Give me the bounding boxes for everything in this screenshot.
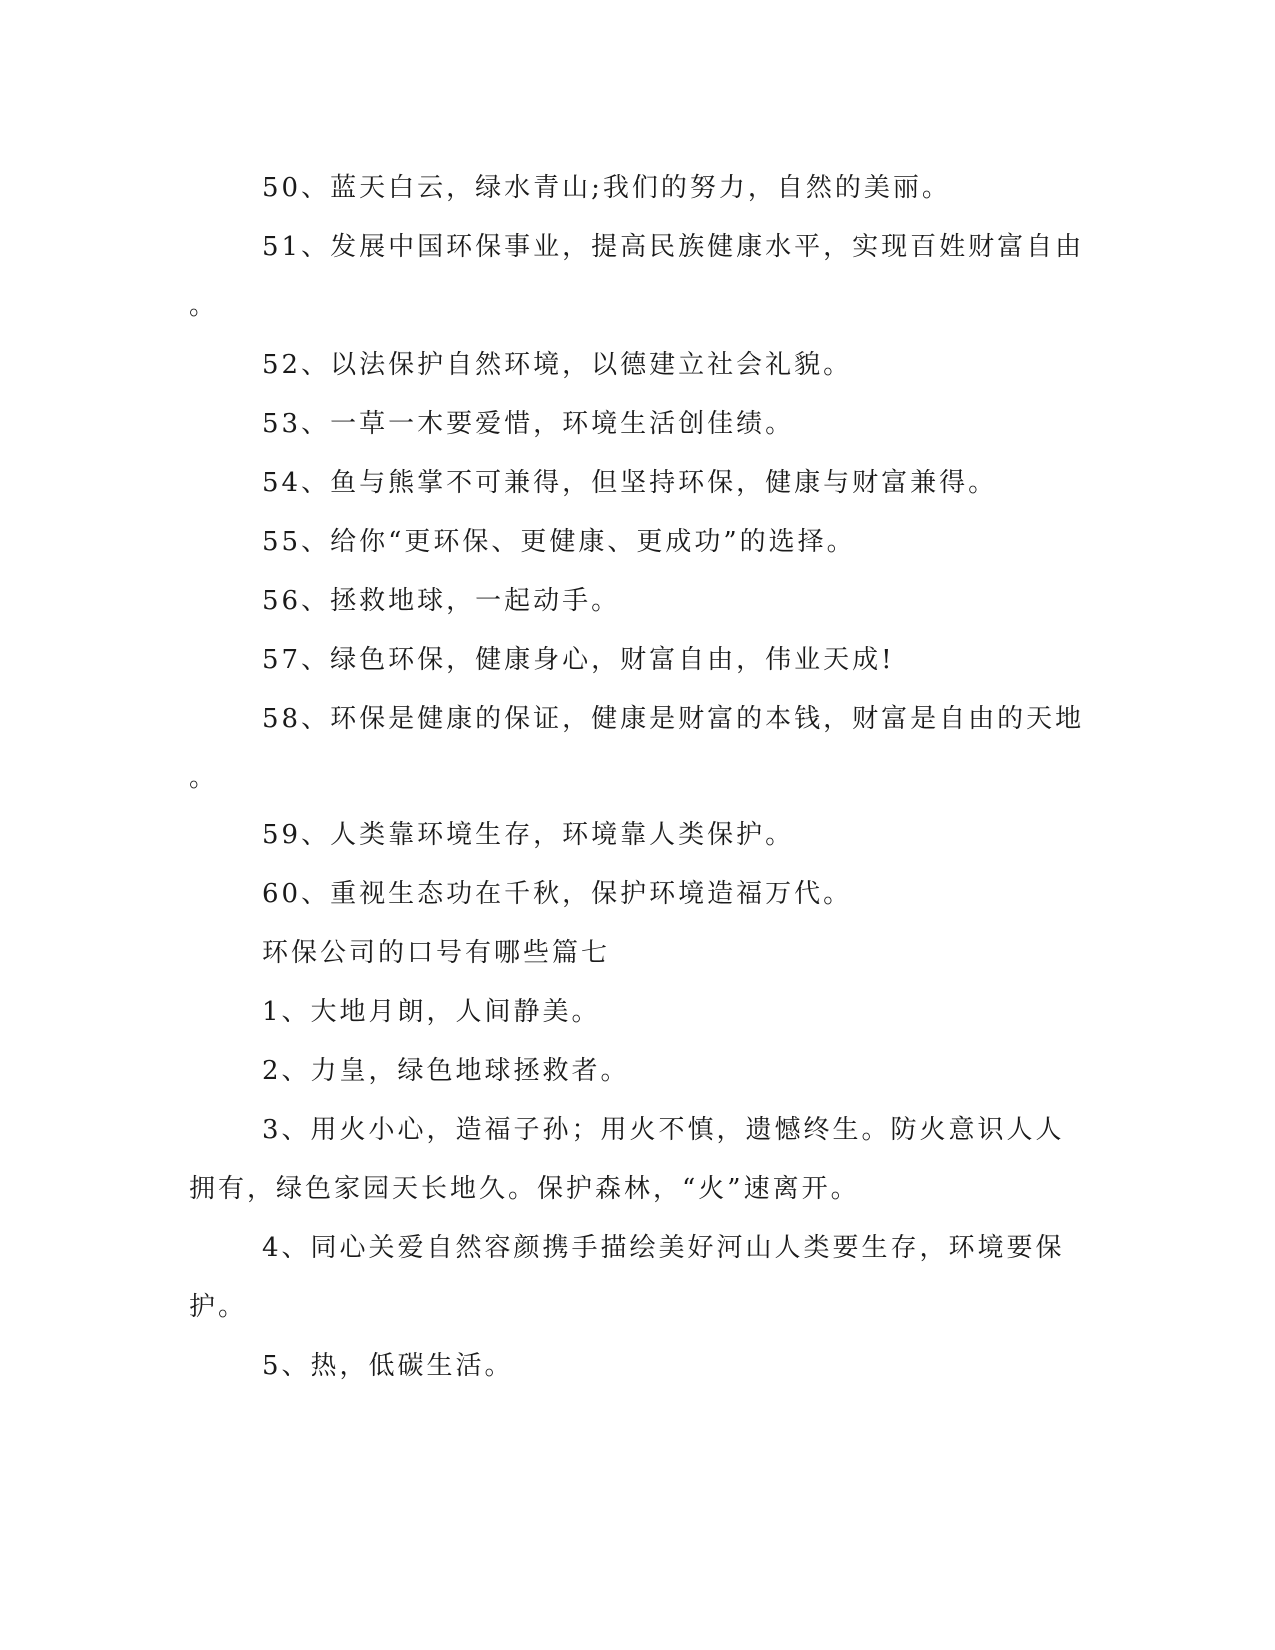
slogan-4-continuation: 护。 — [189, 1292, 248, 1322]
slogan-57: 57、绿色环保，健康身心，财富自由，伟业天成! — [262, 645, 895, 675]
slogan-5: 5、热，低碳生活。 — [262, 1351, 514, 1381]
slogan-59: 59、人类靠环境生存，环境靠人类保护。 — [262, 820, 795, 850]
slogan-56: 56、拯救地球，一起动手。 — [262, 586, 621, 616]
slogan-58-continuation: 。 — [189, 763, 219, 793]
section-heading: 环保公司的口号有哪些篇七 — [262, 938, 611, 968]
slogan-2: 2、力皇，绿色地球拯救者。 — [262, 1056, 630, 1086]
slogan-53: 53、一草一木要爱惜，环境生活创佳绩。 — [262, 409, 795, 439]
slogan-58: 58、环保是健康的保证，健康是财富的本钱，财富是自由的天地 — [262, 704, 1085, 734]
slogan-55: 55、给你“更环保、更健康、更成功”的选择。 — [262, 527, 856, 557]
slogan-52: 52、以法保护自然环境，以德建立社会礼貌。 — [262, 350, 853, 380]
slogan-3-continuation: 拥有，绿色家园天长地久。保护森林，“火”速离开。 — [189, 1174, 860, 1204]
slogan-54: 54、鱼与熊掌不可兼得，但坚持环保，健康与财富兼得。 — [262, 468, 998, 498]
slogan-51: 51、发展中国环保事业，提高民族健康水平，实现百姓财富自由 — [262, 232, 1085, 262]
slogan-4: 4、同心关爱自然容颜携手描绘美好河山人类要生存，环境要保 — [262, 1233, 1065, 1263]
slogan-51-continuation: 。 — [189, 291, 219, 321]
slogan-1: 1、大地月朗，人间静美。 — [262, 997, 601, 1027]
slogan-60: 60、重视生态功在千秋，保护环境造福万代。 — [262, 879, 853, 909]
slogan-3: 3、用火小心，造福子孙；用火不慎，遗憾终生。防火意识人人 — [262, 1115, 1065, 1145]
slogan-50: 50、蓝天白云，绿水青山;我们的努力，自然的美丽。 — [262, 173, 951, 203]
